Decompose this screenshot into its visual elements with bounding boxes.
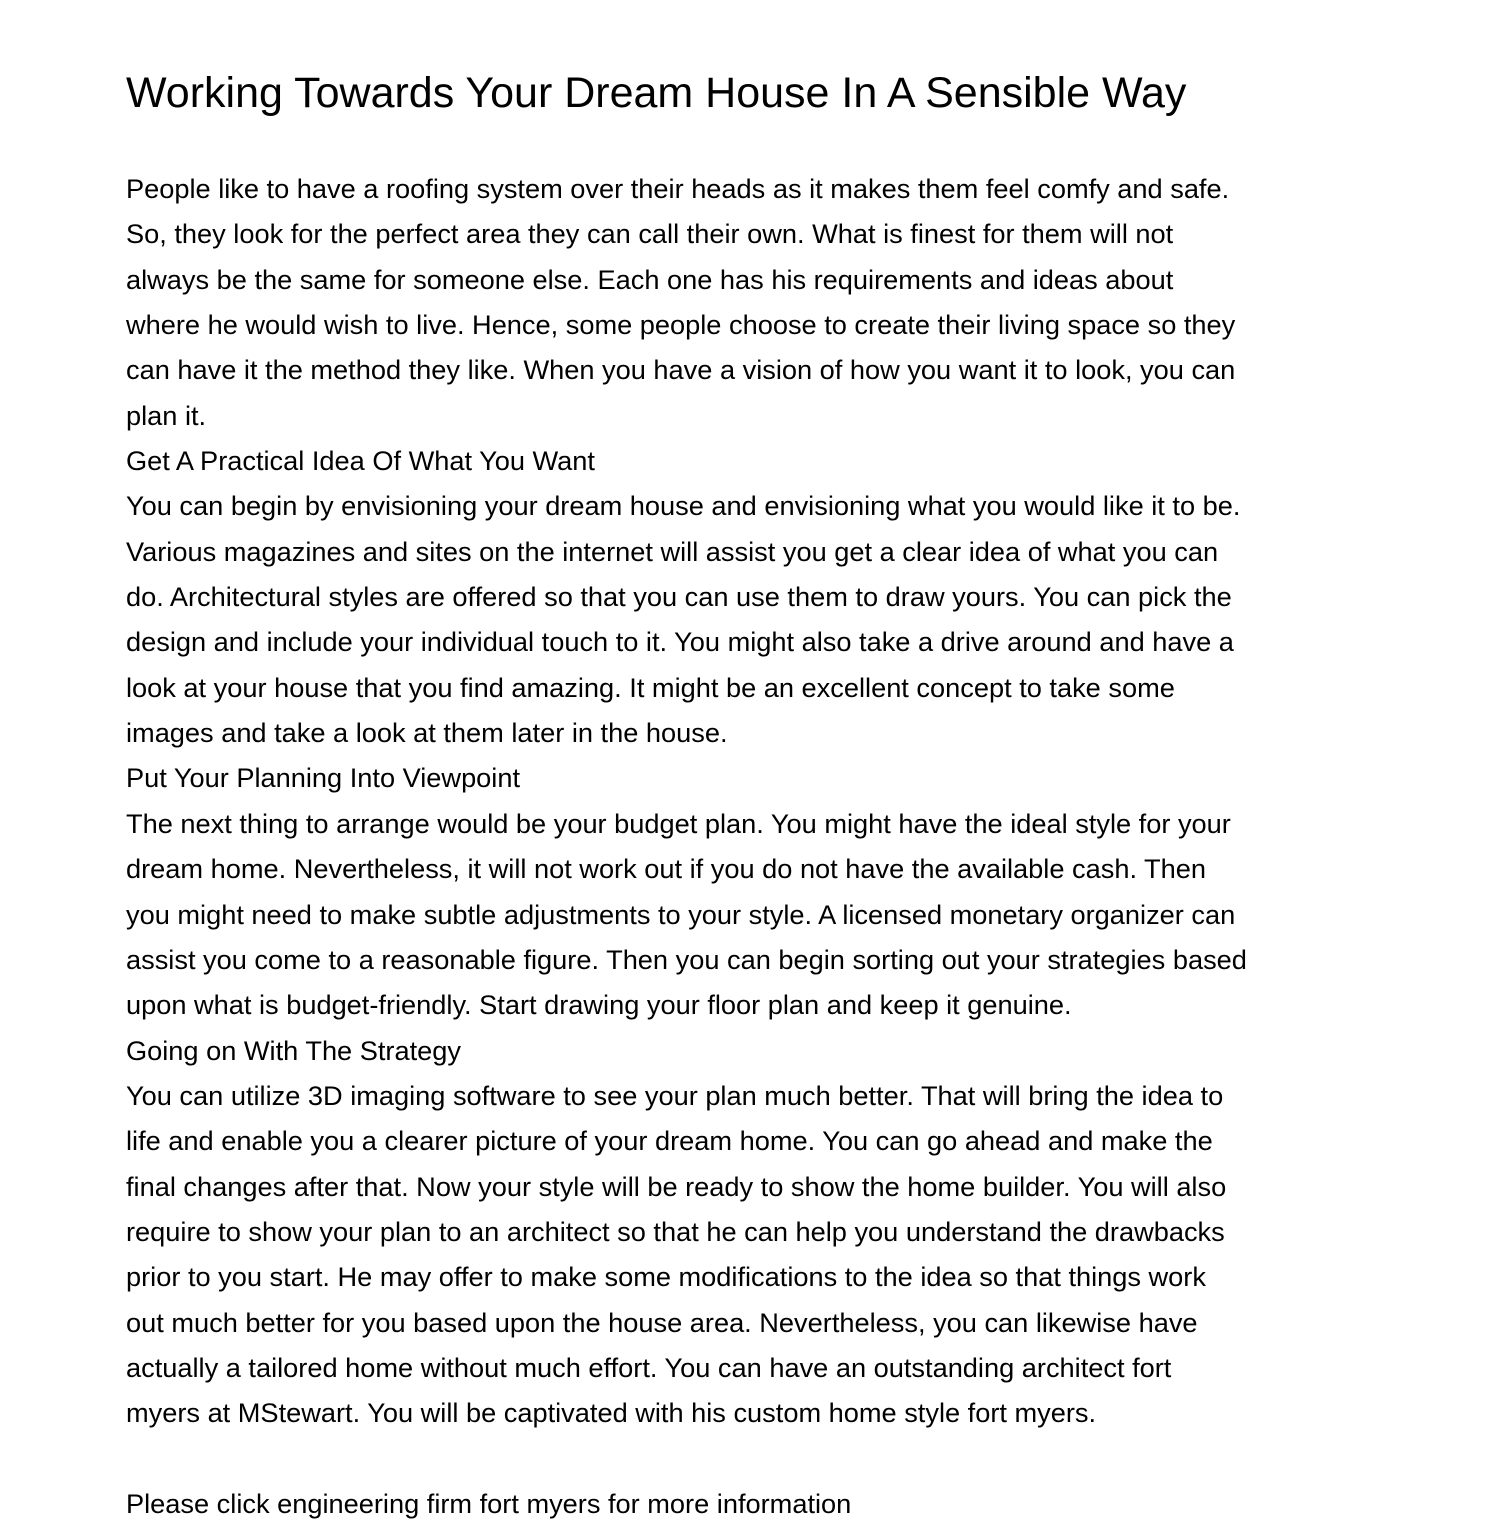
section-heading: Going on With The Strategy	[126, 1034, 461, 1066]
footer-more-info	[126, 1481, 1426, 1526]
text-line: actually a tailored home without much effort. You can have an outstanding architect fort	[126, 1351, 1172, 1383]
text-line: prior to you start. He may offer to make some modifications to the idea so that things work	[126, 1261, 1206, 1293]
text-line: myers at MStewart. You will be captivated with his custom home style fort myers.	[126, 1397, 1097, 1429]
text-line: Various magazines and sites on the internet will assist you get a clear idea of what you can	[126, 535, 1219, 567]
text-line: So, they look for the perfect area they can call their own. What is finest for them will not	[126, 218, 1174, 250]
text-line: You can utilize 3D imaging software to see your plan much better. That will bring the idea to	[126, 1079, 1224, 1111]
intro-paragraph	[126, 166, 1426, 438]
section-heading: Get A Practical Idea Of What You Want	[126, 445, 595, 477]
text-line: can have it the method they like. When you have a vision of how you want it to look, you can	[126, 354, 1236, 386]
text-line: images and take a look at them later in the house.	[126, 717, 728, 749]
document-title: Working Towards Your Dream House In A Sensible Way	[126, 69, 1187, 117]
text-line: where he would wish to live. Hence, some people choose to create their living space so they	[126, 309, 1236, 341]
text-line: upon what is budget-friendly. Start drawing your floor plan and keep it genuine.	[126, 989, 1072, 1021]
engineering-firm-link[interactable]: engineering firm fort myers	[277, 1487, 601, 1519]
section-planning-viewpoint	[126, 755, 1426, 1027]
text-line: final changes after that. Now your style will be ready to show the home builder. You will also	[126, 1170, 1227, 1202]
section-heading: Put Your Planning Into Viewpoint	[126, 762, 521, 794]
text-line: You can begin by envisioning your dream house and envisioning what you would like it to be.	[126, 490, 1241, 522]
text-line: do. Architectural styles are offered so that you can use them to draw yours. You can pick the	[126, 581, 1232, 613]
footer-suffix: for more information	[600, 1487, 852, 1519]
text-line: dream home. Nevertheless, it will not work out if you do not have the available cash. Then	[126, 853, 1207, 885]
text-line: out much better for you based upon the house area. Nevertheless, you can likewise have	[126, 1306, 1198, 1338]
text-line: design and include your individual touch to it. You might also take a drive around and have a	[126, 626, 1234, 658]
text-line: require to show your plan to an architect so that he can help you understand the drawbacks	[126, 1215, 1225, 1247]
text-line: People like to have a roofing system over their heads as it makes them feel comfy and safe.	[126, 173, 1230, 204]
text-line: look at your house that you find amazing. It might be an excellent concept to take some	[126, 671, 1175, 703]
footer-prefix: Please click	[126, 1487, 278, 1519]
text-line: life and enable you a clearer picture of your dream home. You can go ahead and make the	[126, 1125, 1213, 1157]
section-practical-idea	[126, 438, 1426, 755]
text-line: assist you come to a reasonable figure. Then you can begin sorting out your strategies based	[126, 943, 1247, 975]
spacer	[126, 1436, 1426, 1481]
text-line: plan it.	[126, 399, 207, 431]
document-body	[126, 166, 1426, 1526]
text-line: you might need to make subtle adjustments to your style. A licensed monetary organizer can	[126, 898, 1236, 930]
section-strategy	[126, 1028, 1426, 1436]
text-line: The next thing to arrange would be your budget plan. You might have the ideal style for your	[126, 807, 1231, 839]
text-line: always be the same for someone else. Each one has his requirements and ideas about	[126, 263, 1174, 295]
